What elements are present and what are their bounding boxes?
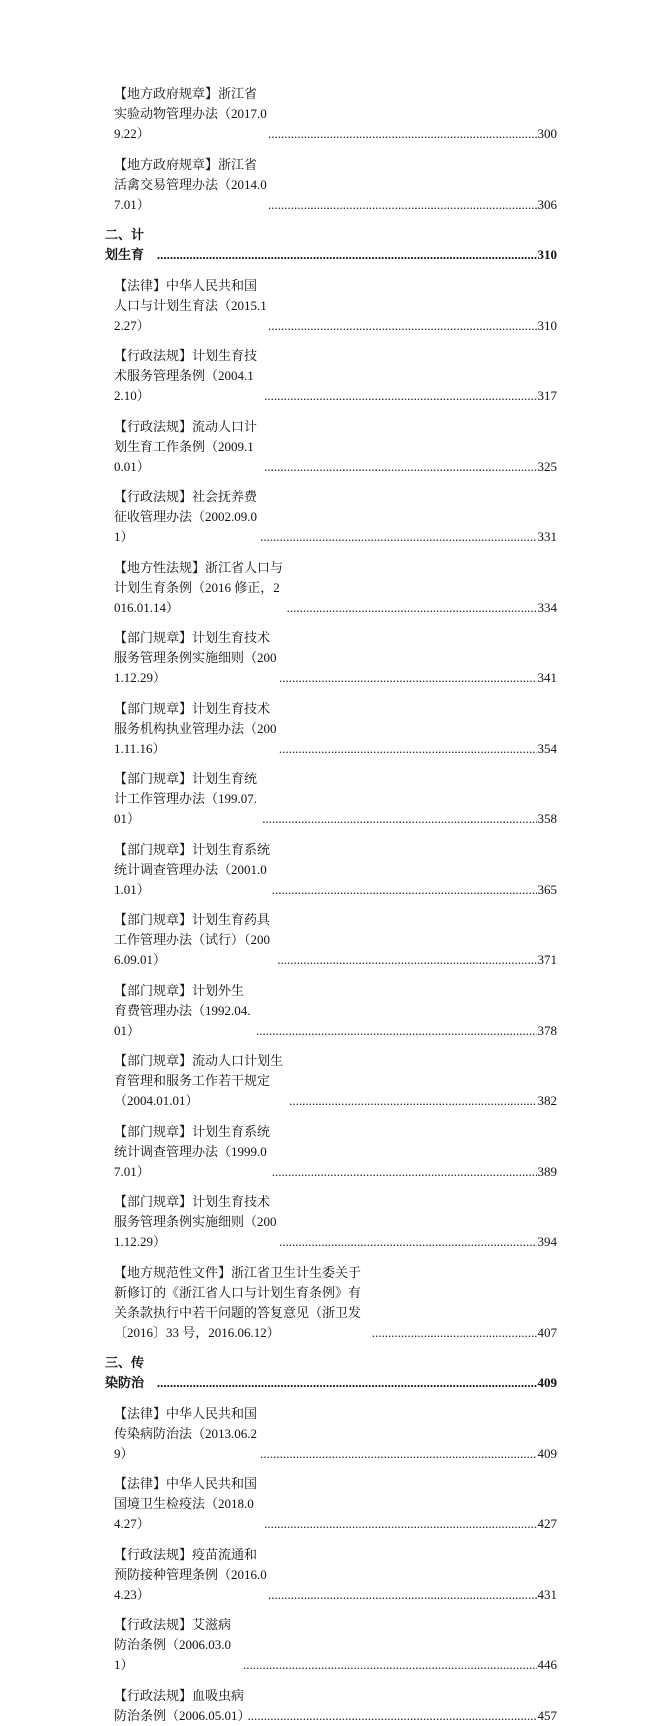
toc-entry-page: 446: [537, 1657, 557, 1672]
toc-row: [105, 346, 557, 406]
toc-entry-page: 310: [537, 317, 557, 333]
toc-row: [105, 417, 557, 477]
toc-dot-leader: [287, 598, 537, 618]
toc-dot-leader: [157, 245, 537, 265]
toc-entry-label: 【行政法规】社会抚养费征收管理办法（2002.09.01）: [114, 489, 258, 544]
toc-row: [105, 628, 557, 688]
toc-entry-label: 【行政法规】艾滋病防治条例（2006.03.01）: [114, 1617, 232, 1672]
toc-entry-label: 【行政法规】流动人口计划生育工作条例（2009.10.01）: [114, 418, 258, 474]
toc-entry-label: 【法律】中华人民共和国国境卫生检疫法（2018.04.27）: [114, 1476, 258, 1531]
toc-entry-page: 371: [537, 952, 557, 967]
toc-dot-leader: [260, 1444, 536, 1464]
toc-dot-leader: [247, 1706, 536, 1726]
toc-dot-leader: [279, 1232, 537, 1252]
toc-dot-leader: [243, 1655, 537, 1675]
toc-entry-label: 三、传染防治: [105, 1355, 145, 1390]
toc-entry-page: 389: [537, 1163, 557, 1179]
toc-entry-page: 358: [537, 811, 557, 826]
toc-entry-label: 【部门规章】计划生育技术服务机构执业管理办法（2001.11.16）: [114, 700, 277, 756]
toc-entry-page: 409: [537, 1375, 557, 1390]
toc-row: [105, 1122, 557, 1182]
toc-entry-label: 【行政法规】疫苗流通和预防接种管理条例（2016.04.23）: [114, 1546, 267, 1602]
toc-entry-page: 427: [537, 1516, 557, 1531]
toc-dot-leader: [279, 668, 537, 688]
toc-row: [105, 769, 557, 829]
toc-entry-page: 300: [537, 126, 557, 141]
toc-row: [105, 981, 557, 1041]
toc-dot-leader: [264, 457, 536, 477]
toc-entry-label: 【地方政府规章】浙江省实验动物管理办法（2017.09.22）: [114, 86, 267, 141]
toc-row: [105, 1353, 557, 1393]
toc-row: [105, 276, 557, 336]
toc-row: [105, 487, 557, 547]
toc-dot-leader: [264, 386, 536, 406]
toc-row: [105, 1051, 557, 1111]
toc-dot-leader: [272, 880, 537, 900]
toc-entry-page: 334: [537, 599, 557, 615]
toc-row: [105, 1545, 557, 1605]
toc-row: [105, 1404, 557, 1464]
toc-row: [105, 840, 557, 900]
toc-entry-page: 365: [537, 881, 557, 897]
toc-row: [105, 225, 557, 265]
toc-dot-leader: [262, 809, 536, 829]
toc-entry-label: 【地方政府规章】浙江省活禽交易管理办法（2014.07.01）: [114, 156, 267, 212]
toc-row: [105, 1192, 557, 1252]
toc-entry-page: 409: [537, 1445, 557, 1461]
toc-entry-label: 【部门规章】计划生育统计工作管理办法（199.07.01）: [114, 771, 258, 826]
toc-row: [105, 84, 557, 144]
toc-entry-label: 【行政法规】血吸虫病防治条例（2006.05.01）: [114, 1687, 251, 1723]
toc-entry-label: 【地方性法规】浙江省人口与计划生育条例（2016 修正，2016.01.14）: [114, 559, 284, 615]
toc-list: [105, 84, 557, 1726]
toc-entry-label: 【部门规章】流动人口计划生育管理和服务工作若干规定（2004.01.01）: [114, 1053, 284, 1108]
toc-dot-leader: [268, 124, 537, 144]
toc-entry-label: 【行政法规】计划生育技术服务管理条例（2004.12.10）: [114, 348, 258, 403]
toc-dot-leader: [260, 527, 536, 547]
toc-dot-leader: [277, 950, 536, 970]
toc-dot-leader: [372, 1323, 537, 1343]
toc-entry-label: 【部门规章】计划生育技术服务管理条例实施细则（2001.12.29）: [114, 1194, 277, 1249]
toc-entry-page: 457: [537, 1707, 557, 1723]
toc-entry-page: 394: [537, 1234, 557, 1249]
toc-entry-page: 431: [537, 1586, 557, 1602]
toc-dot-leader: [279, 739, 537, 759]
toc-dot-leader: [268, 1585, 537, 1605]
toc-entry-page: 382: [537, 1093, 557, 1108]
toc-entry-page: 407: [537, 1324, 557, 1340]
toc-dot-leader: [157, 1373, 537, 1393]
toc-dot-leader: [256, 1021, 536, 1041]
toc-dot-leader: [272, 1162, 537, 1182]
toc-dot-leader: [289, 1091, 536, 1111]
toc-row: [105, 558, 557, 618]
toc-row: [105, 1686, 557, 1726]
toc-entry-page: 341: [537, 670, 557, 685]
toc-row: [105, 155, 557, 215]
toc-entry-label: 二、计划生育: [105, 227, 145, 262]
toc-entry-label: 【部门规章】计划生育系统统计调查管理办法（1999.07.01）: [114, 1123, 271, 1179]
toc-row: [105, 910, 557, 970]
toc-entry-page: 331: [537, 529, 557, 544]
toc-entry-label: 【部门规章】计划生育系统统计调查管理办法（2001.01.01）: [114, 841, 271, 897]
toc-entry-label: 【部门规章】计划外生育费管理办法（1992.04.01）: [114, 982, 251, 1038]
toc-row: [105, 699, 557, 759]
toc-entry-page: 306: [537, 196, 557, 212]
toc-entry-label: 【法律】中华人民共和国传染病防治法（2013.06.29）: [114, 1405, 258, 1461]
toc-dot-leader: [264, 1514, 536, 1534]
toc-entry-label: 【部门规章】计划生育技术服务管理条例实施细则（2001.12.29）: [114, 630, 277, 685]
toc-entry-page: 325: [537, 458, 557, 474]
toc-entry-label: 【地方规范性文件】浙江省卫生计生委关于新修订的《浙江省人口与计划生育条例》有关条款执行中若干问题的答复意见（浙卫发〔2016〕33 号，2016.06.12）: [114, 1264, 362, 1340]
toc-dot-leader: [268, 316, 537, 336]
toc-row: [105, 1615, 557, 1675]
toc-entry-label: 【法律】中华人民共和国人口与计划生育法（2015.12.27）: [114, 277, 267, 333]
toc-entry-page: 310: [537, 247, 557, 262]
toc-entry-label: 【部门规章】计划生育药具工作管理办法（试行）（2006.09.01）: [114, 912, 271, 967]
toc-entry-page: 378: [537, 1022, 557, 1038]
toc-entry-page: 354: [537, 740, 557, 756]
toc-entry-page: 317: [537, 388, 557, 403]
toc-row: [105, 1263, 557, 1343]
toc-row: [105, 1474, 557, 1534]
toc-dot-leader: [268, 195, 537, 215]
